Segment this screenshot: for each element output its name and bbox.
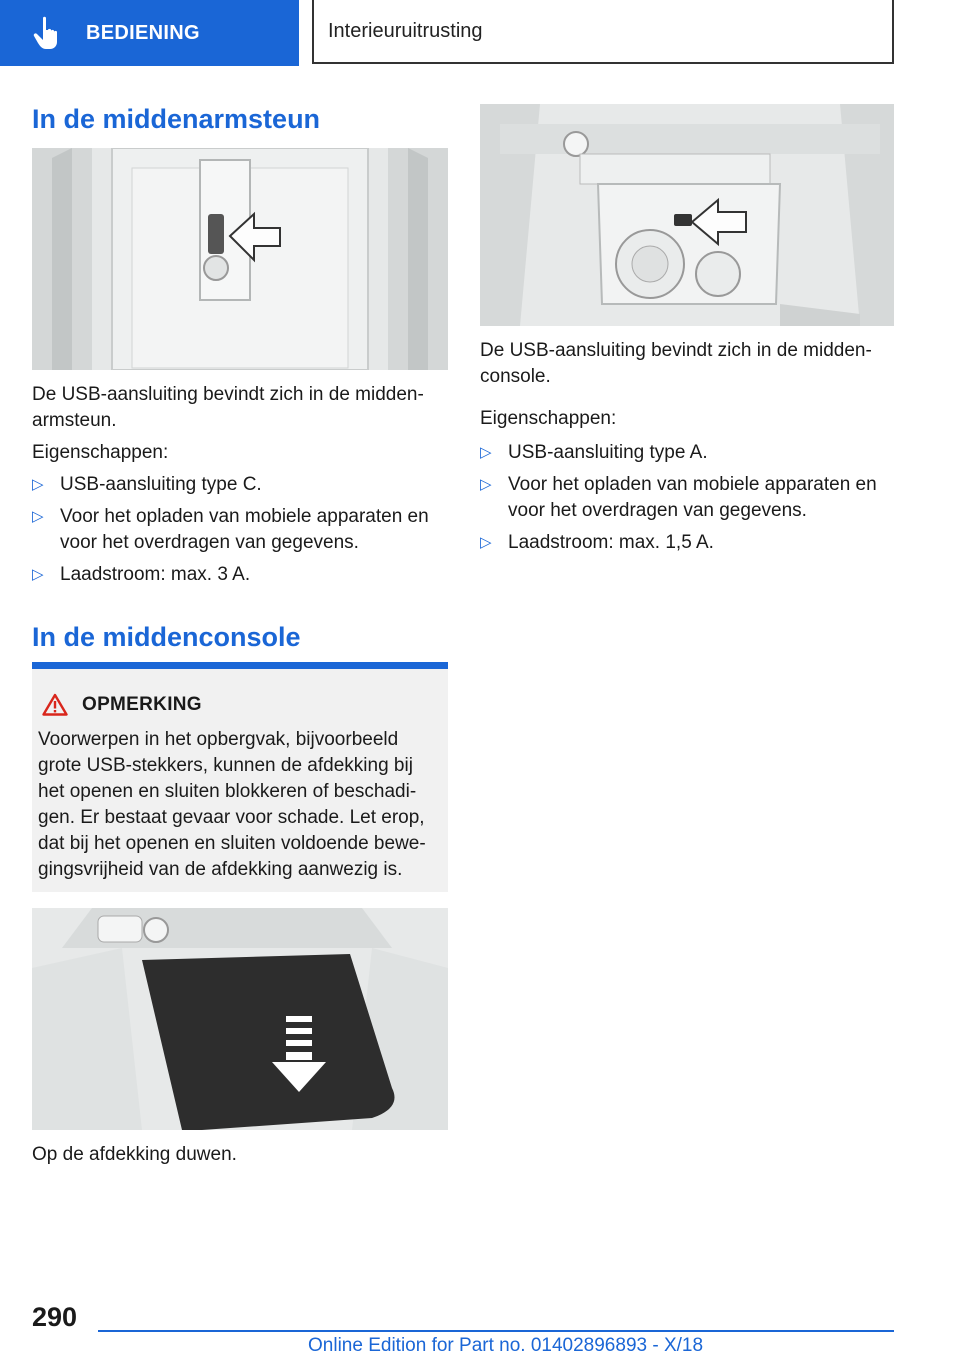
warning-text: Voorwerpen in het opbergvak, bijvoorbeeld grote USB-stekkers, kunnen de afdekking bij het openen en sluiten blokkeren of beschadi-gen. Er bestaat gevaar voor schade. Let erop, dat bij het openen en sluiten voldoende bewe-gingsvrijheid van de afdekking aanwezig is. <box>38 729 426 880</box>
list-item: ▷ USB-aansluiting type C. <box>32 472 442 498</box>
cover-illustration <box>32 908 448 1130</box>
armrest-paragraph: De USB-aansluiting bevindt zich in de midden-armsteun. <box>32 384 424 431</box>
warning-header <box>42 693 202 716</box>
cover-caption: Op de afdekking duwen. <box>32 1144 237 1165</box>
triangle-right-icon: ▷ <box>32 566 44 583</box>
footer-divider <box>98 1330 894 1332</box>
triangle-right-icon: ▷ <box>480 534 492 551</box>
page-number: 290 <box>32 1302 78 1332</box>
triangle-right-icon: ▷ <box>480 444 492 461</box>
heading-console: In de middenconsole <box>32 622 301 652</box>
list-item: ▷ Laadstroom: max. 1,5 A. <box>480 530 890 556</box>
footer-edition: Online Edition for Part no. 01402896893 - X/18 <box>308 1335 704 1356</box>
console-illustration <box>480 104 894 326</box>
chapter-header <box>312 0 894 64</box>
heading-armrest: In de middenarmsteun <box>32 104 321 134</box>
list-item: ▷ USB-aansluiting type A. <box>480 440 890 466</box>
warning-title: OPMERKING <box>82 693 202 715</box>
warning-triangle-icon <box>42 693 68 716</box>
section-title: BEDIENING <box>86 21 200 44</box>
warning-box <box>32 662 448 892</box>
triangle-right-icon: ▷ <box>32 508 44 525</box>
triangle-right-icon: ▷ <box>480 476 492 493</box>
armrest-properties-label: Eigenschappen: <box>32 442 169 463</box>
console-paragraph: De USB-aansluiting bevindt zich in de midden-console. <box>480 340 872 387</box>
triangle-right-icon: ▷ <box>32 476 44 493</box>
list-item: ▷ Laadstroom: max. 3 A. <box>32 562 442 588</box>
console-properties-label: Eigenschappen: <box>480 408 617 429</box>
hand-pointer-icon <box>32 15 64 51</box>
armrest-illustration <box>32 148 448 370</box>
list-item: ▷ Voor het opladen van mobiele apparaten en voor het overdragen van gegevens. <box>480 472 890 524</box>
section-tab[interactable] <box>0 0 299 66</box>
list-item: ▷ Voor het opladen van mobiele apparaten en voor het overdragen van gegevens. <box>32 504 442 556</box>
chapter-title: Interieuruitrusting <box>328 19 483 42</box>
